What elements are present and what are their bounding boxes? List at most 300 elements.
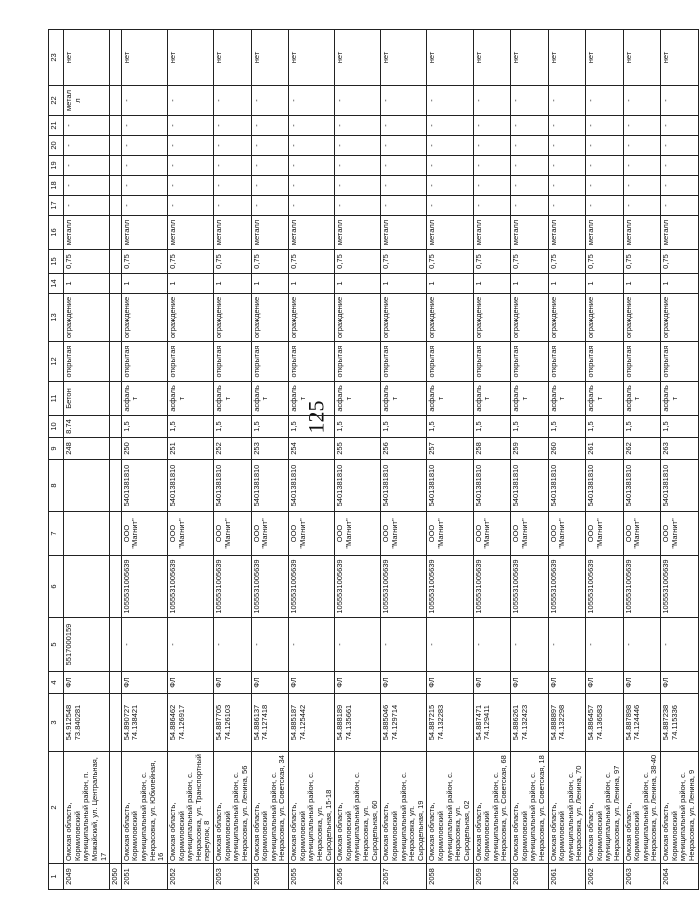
column-number-header: 9	[49, 438, 64, 460]
table-cell: 5517000159	[64, 618, 110, 672]
table-cell: открытая	[251, 342, 289, 382]
table-cell: 1,5	[586, 416, 624, 438]
table-cell: ограждение	[335, 294, 381, 342]
table-cell: -	[289, 156, 335, 176]
table-cell	[110, 556, 122, 618]
table-cell: ООО "Магнит"	[214, 512, 252, 556]
table-cell: -	[335, 116, 381, 136]
column-number-header: 14	[49, 274, 64, 294]
table-cell: металл	[64, 86, 110, 116]
table-cell: 1055531005639	[548, 556, 586, 618]
table-cell: 1055531005639	[289, 556, 335, 618]
table-body	[64, 30, 699, 890]
table-cell: ООО "Магнит"	[167, 512, 213, 556]
table-cell: Омская область, Кормиловский муниципальный район, с. Некрасовка, ул. Советская, 68	[473, 752, 511, 864]
table-cell: ФЛ	[167, 672, 213, 694]
table-cell: -	[121, 618, 167, 672]
table-cell: открытая	[427, 342, 473, 382]
table-cell: 2052	[167, 864, 213, 890]
table-cell: ограждение	[473, 294, 511, 342]
table-cell: -	[511, 86, 549, 116]
table-cell: -	[64, 156, 110, 176]
table-cell	[110, 438, 122, 460]
table-cell: 1,5	[511, 416, 549, 438]
table-cell: -	[289, 618, 335, 672]
table-cell: -	[251, 176, 289, 196]
table-cell: 5401381810	[548, 460, 586, 512]
table-cell: 1	[251, 274, 289, 294]
table-cell: 0,75	[623, 250, 661, 274]
table-cell: 0,75	[381, 250, 427, 274]
column-number-header: 8	[49, 460, 64, 512]
table-cell: 54.912548 73.840281	[64, 694, 110, 752]
table-cell: 2051	[121, 864, 167, 890]
table-cell: ограждение	[64, 294, 110, 342]
table-cell	[110, 116, 122, 136]
table-cell: ФЛ	[661, 672, 699, 694]
table-cell: асфальт	[586, 382, 624, 416]
table-cell	[110, 294, 122, 342]
table-cell: ООО "Магнит"	[251, 512, 289, 556]
table-cell	[110, 416, 122, 438]
table-cell: 2061	[548, 864, 586, 890]
table-cell: нет	[289, 30, 335, 86]
table-cell: 250	[121, 438, 167, 460]
table-cell: -	[511, 618, 549, 672]
table-cell: -	[586, 196, 624, 216]
table-cell	[110, 176, 122, 196]
table-cell: 1,5	[548, 416, 586, 438]
table-cell: открытая	[548, 342, 586, 382]
table-cell	[110, 752, 122, 864]
table-cell: Омская область, Кормиловский муниципальный район, с. Некрасовка, ул. Сыродельная, 15-18	[289, 752, 335, 864]
table-cell: -	[473, 136, 511, 156]
table-cell: 54.885187 74.125442	[289, 694, 335, 752]
table-cell: 54.887705 74.126103	[214, 694, 252, 752]
table-cell: -	[251, 196, 289, 216]
table-cell: 1	[473, 274, 511, 294]
table-cell: 1	[381, 274, 427, 294]
table-cell: ООО "Магнит"	[381, 512, 427, 556]
table-cell: -	[289, 136, 335, 156]
table-cell: 54.886261 74.132423	[511, 694, 549, 752]
table-row	[511, 30, 549, 890]
column-number-header: 19	[49, 156, 64, 176]
table-cell: -	[473, 618, 511, 672]
table-cell: 5401381810	[623, 460, 661, 512]
table-cell	[110, 618, 122, 672]
table-cell: -	[548, 116, 586, 136]
table-row	[121, 30, 167, 890]
table-cell: открытая	[381, 342, 427, 382]
table-cell: 2057	[381, 864, 427, 890]
table-cell: -	[427, 196, 473, 216]
table-cell	[110, 694, 122, 752]
table-cell: 1	[427, 274, 473, 294]
table-cell: 2050	[110, 864, 122, 890]
table-cell: ограждение	[427, 294, 473, 342]
table-cell: асфальт	[623, 382, 661, 416]
table-cell: 2053	[214, 864, 252, 890]
table-cell: -	[214, 136, 252, 156]
table-cell: 0,75	[214, 250, 252, 274]
table-cell: -	[121, 116, 167, 136]
table-cell: -	[661, 136, 699, 156]
table-cell: открытая	[64, 342, 110, 382]
table-cell: 1055531005639	[473, 556, 511, 618]
table-cell: 5401381810	[586, 460, 624, 512]
table-cell	[110, 216, 122, 250]
table-cell: -	[623, 116, 661, 136]
table-cell: ФЛ	[251, 672, 289, 694]
column-number-header: 23	[49, 30, 64, 86]
table-cell: металл	[167, 216, 213, 250]
table-cell: 54.885046 74.129714	[381, 694, 427, 752]
table-cell	[64, 512, 110, 556]
table-cell: нет	[473, 30, 511, 86]
table-cell: 0,75	[661, 250, 699, 274]
table-cell: -	[289, 116, 335, 136]
column-number-header: 4	[49, 672, 64, 694]
table-cell: асфальт	[511, 382, 549, 416]
table-cell: -	[661, 196, 699, 216]
table-cell: -	[289, 196, 335, 216]
table-cell: Омская область, Кормиловский муниципальный район, с. Некрасовка, ул. Советская, 18	[511, 752, 549, 864]
table-cell: -	[427, 116, 473, 136]
column-number-header: 12	[49, 342, 64, 382]
table-cell	[110, 86, 122, 116]
table-row	[381, 30, 427, 890]
table-cell: металл	[251, 216, 289, 250]
table-cell: 1,5	[335, 416, 381, 438]
table-cell: 54.886457 74.136583	[586, 694, 624, 752]
table-cell: ограждение	[511, 294, 549, 342]
table-cell: 5401381810	[473, 460, 511, 512]
table-cell: -	[214, 176, 252, 196]
table-cell: открытая	[335, 342, 381, 382]
table-cell: 1,5	[289, 416, 335, 438]
table-cell: -	[167, 196, 213, 216]
table-cell: ФЛ	[64, 672, 110, 694]
table-cell: асфальт	[251, 382, 289, 416]
table-cell: 1,5	[473, 416, 511, 438]
table-cell: 2063	[623, 864, 661, 890]
table-cell: Омская область, Кормиловский муниципальный район, с. Некрасовка, ул. Сыродельная, 02	[427, 752, 473, 864]
table-cell: 0,75	[548, 250, 586, 274]
table-cell: асфальт	[121, 382, 167, 416]
table-cell: -	[586, 176, 624, 196]
table-cell: -	[167, 86, 213, 116]
table-cell: 1	[335, 274, 381, 294]
table-row	[623, 30, 661, 890]
table-cell	[110, 460, 122, 512]
table-cell: -	[381, 618, 427, 672]
table-cell: -	[511, 156, 549, 176]
table-cell	[110, 342, 122, 382]
table-cell: 1,5	[214, 416, 252, 438]
table-cell: -	[623, 156, 661, 176]
table-cell: 1	[623, 274, 661, 294]
table-cell: -	[381, 116, 427, 136]
table-cell: -	[167, 176, 213, 196]
table-cell: 54.888189 74.135661	[335, 694, 381, 752]
table-cell: 1055531005639	[335, 556, 381, 618]
rotated-table-frame	[48, 30, 696, 890]
table-cell: 1055531005639	[661, 556, 699, 618]
table-cell: -	[548, 86, 586, 116]
table-cell: открытая	[167, 342, 213, 382]
table-cell: -	[167, 156, 213, 176]
table-cell: 0,75	[121, 250, 167, 274]
table-cell: 261	[586, 438, 624, 460]
table-cell: 5401381810	[511, 460, 549, 512]
column-number-header: 22	[49, 86, 64, 116]
column-number-row	[49, 30, 64, 890]
table-row	[251, 30, 289, 890]
table-cell: -	[381, 86, 427, 116]
table-cell: -	[251, 116, 289, 136]
table-cell: -	[661, 618, 699, 672]
table-cell: нет	[121, 30, 167, 86]
table-cell: ООО "Магнит"	[586, 512, 624, 556]
table-cell: ФЛ	[623, 672, 661, 694]
table-cell: 252	[214, 438, 252, 460]
table-cell: Омская область, Кормиловский муниципальный район, с. Некрасовка, ул. Ленина, 56	[214, 752, 252, 864]
table-cell: 0,75	[511, 250, 549, 274]
table-cell: -	[251, 86, 289, 116]
table-cell: 2056	[335, 864, 381, 890]
table-cell: 0,75	[289, 250, 335, 274]
table-cell: 1	[214, 274, 252, 294]
table-cell: 1055531005639	[381, 556, 427, 618]
table-cell: -	[289, 86, 335, 116]
table-cell: -	[511, 196, 549, 216]
table-cell: асфальт	[381, 382, 427, 416]
table-cell: металл	[623, 216, 661, 250]
table-cell: 1055531005639	[121, 556, 167, 618]
table-cell	[110, 382, 122, 416]
table-cell: 54.887898 74.124446	[623, 694, 661, 752]
table-cell: -	[121, 156, 167, 176]
table-cell: нет	[167, 30, 213, 86]
table-cell	[110, 156, 122, 176]
table-cell: -	[381, 156, 427, 176]
table-cell: Омская область, Кормиловский муниципальный район, с. Некрасовка, ул. Сыродельная, 19	[381, 752, 427, 864]
table-cell: металл	[427, 216, 473, 250]
table-cell: -	[335, 156, 381, 176]
table-row	[661, 30, 699, 890]
table-cell: -	[121, 196, 167, 216]
table-cell: -	[335, 618, 381, 672]
table-cell: 2055	[289, 864, 335, 890]
table-cell: -	[251, 618, 289, 672]
table-cell: нет	[64, 30, 110, 86]
table-cell: -	[623, 618, 661, 672]
table-cell: Омская область, Кормиловский муниципальный район, с. Некрасовка, ул. Ленина, 70	[548, 752, 586, 864]
table-row	[110, 30, 122, 890]
table-cell: -	[167, 116, 213, 136]
table-cell: -	[121, 176, 167, 196]
table-row	[586, 30, 624, 890]
table-cell: нет	[335, 30, 381, 86]
table-cell: 1	[167, 274, 213, 294]
table-cell: ФЛ	[121, 672, 167, 694]
column-number-header: 13	[49, 294, 64, 342]
table-cell: 1	[548, 274, 586, 294]
column-number-header: 20	[49, 136, 64, 156]
table-cell: ООО "Магнит"	[289, 512, 335, 556]
table-cell: открытая	[586, 342, 624, 382]
table-cell: -	[121, 136, 167, 156]
table-cell: 2059	[473, 864, 511, 890]
table-cell: -	[335, 196, 381, 216]
page-number: 125	[303, 400, 329, 434]
document-sheet	[48, 30, 696, 890]
table-cell: -	[427, 136, 473, 156]
table-cell: открытая	[289, 342, 335, 382]
table-cell: металл	[64, 216, 110, 250]
table-cell: 54.887471 74.129411	[473, 694, 511, 752]
table-cell: Омская область, Кормиловский муниципальный район, с. Некрасовка, ул. Советская, 34	[251, 752, 289, 864]
table-cell	[110, 274, 122, 294]
table-cell: ограждение	[214, 294, 252, 342]
table-cell: 1	[661, 274, 699, 294]
table-cell: 260	[548, 438, 586, 460]
table-cell: металл	[473, 216, 511, 250]
table-cell: -	[661, 86, 699, 116]
table-cell: 256	[381, 438, 427, 460]
table-row	[214, 30, 252, 890]
table-cell: ФЛ	[548, 672, 586, 694]
table-cell: 257	[427, 438, 473, 460]
table-cell: асфальт	[335, 382, 381, 416]
column-number-header: 7	[49, 512, 64, 556]
table-cell: нет	[251, 30, 289, 86]
table-cell: 1,5	[381, 416, 427, 438]
column-number-header: 3	[49, 694, 64, 752]
table-cell: -	[623, 176, 661, 196]
table-cell: асфальт	[289, 382, 335, 416]
table-cell: 254	[289, 438, 335, 460]
table-cell: нет	[511, 30, 549, 86]
table-cell: асфальт	[548, 382, 586, 416]
table-cell: нет	[586, 30, 624, 86]
table-cell: асфальт	[214, 382, 252, 416]
table-cell: -	[251, 156, 289, 176]
table-cell: 1	[64, 274, 110, 294]
table-cell: 1055531005639	[623, 556, 661, 618]
table-cell: 255	[335, 438, 381, 460]
table-cell: 1	[289, 274, 335, 294]
table-cell: -	[335, 136, 381, 156]
table-cell: -	[381, 136, 427, 156]
table-cell: 2064	[661, 864, 699, 890]
table-cell: -	[381, 176, 427, 196]
table-cell: -	[427, 176, 473, 196]
table-cell: 54.887215 74.132283	[427, 694, 473, 752]
table-cell: ограждение	[251, 294, 289, 342]
table-cell: Омская область, Кормиловский муниципальный район, с. Некрасовка, ул. Ленина, 38-40	[623, 752, 661, 864]
table-cell: 2062	[586, 864, 624, 890]
table-cell: ООО "Магнит"	[511, 512, 549, 556]
table-cell: -	[548, 136, 586, 156]
table-cell: Омская область, Кормиловский муниципальный район, с. Некрасовка, ул. Ленина, 9	[661, 752, 699, 864]
table-cell: ограждение	[167, 294, 213, 342]
column-number-header: 18	[49, 176, 64, 196]
table-cell: 0,75	[335, 250, 381, 274]
registry-table	[48, 29, 699, 890]
table-cell: -	[661, 116, 699, 136]
table-cell: 54.887238 74.115336	[661, 694, 699, 752]
column-number-header: 2	[49, 752, 64, 864]
table-cell: металл	[121, 216, 167, 250]
table-cell: ФЛ	[381, 672, 427, 694]
table-cell: ФЛ	[289, 672, 335, 694]
table-cell: 5401381810	[661, 460, 699, 512]
table-cell: -	[586, 86, 624, 116]
table-cell: -	[64, 196, 110, 216]
table-cell: 259	[511, 438, 549, 460]
table-cell: 1,5	[623, 416, 661, 438]
table-cell: -	[548, 196, 586, 216]
table-cell: 5401381810	[335, 460, 381, 512]
table-cell: ФЛ	[473, 672, 511, 694]
table-cell: ООО "Магнит"	[335, 512, 381, 556]
table-cell: ограждение	[661, 294, 699, 342]
table-cell: ограждение	[548, 294, 586, 342]
table-cell: Бетон	[64, 382, 110, 416]
table-cell: 1055531005639	[214, 556, 252, 618]
table-cell: -	[214, 618, 252, 672]
column-number-header: 5	[49, 618, 64, 672]
table-cell: 258	[473, 438, 511, 460]
table-cell: -	[548, 618, 586, 672]
column-number-header: 11	[49, 382, 64, 416]
table-cell: открытая	[511, 342, 549, 382]
table-cell: -	[473, 176, 511, 196]
table-cell: 0,75	[64, 250, 110, 274]
table-cell: -	[548, 176, 586, 196]
table-cell: -	[586, 136, 624, 156]
table-cell	[110, 30, 122, 86]
table-cell: -	[427, 156, 473, 176]
table-cell: 5401381810	[289, 460, 335, 512]
table-cell: Омская область, Кормиловский муниципальный район, с. Некрасовка, ул. Ленина, 97	[586, 752, 624, 864]
table-cell: асфальт	[427, 382, 473, 416]
table-cell: 5401381810	[214, 460, 252, 512]
table-row	[548, 30, 586, 890]
table-cell: 2049	[64, 864, 110, 890]
table-cell: металл	[661, 216, 699, 250]
table-cell: ООО "Магнит"	[121, 512, 167, 556]
table-cell: -	[64, 176, 110, 196]
table-cell: -	[214, 156, 252, 176]
table-cell: 5401381810	[251, 460, 289, 512]
table-cell: -	[623, 86, 661, 116]
column-number-header: 15	[49, 250, 64, 274]
table-row	[335, 30, 381, 890]
table-cell: открытая	[214, 342, 252, 382]
table-cell: 54.890727 74.138421	[121, 694, 167, 752]
table-cell: ООО "Магнит"	[548, 512, 586, 556]
table-cell: 0,75	[251, 250, 289, 274]
table-cell	[110, 672, 122, 694]
table-cell: 1055531005639	[586, 556, 624, 618]
table-cell: металл	[511, 216, 549, 250]
table-cell: Омская область, Кормиловский муниципальный район, с. Некрасовка, ул. Сыродельная, 60	[335, 752, 381, 864]
table-cell: -	[289, 176, 335, 196]
table-cell	[64, 460, 110, 512]
